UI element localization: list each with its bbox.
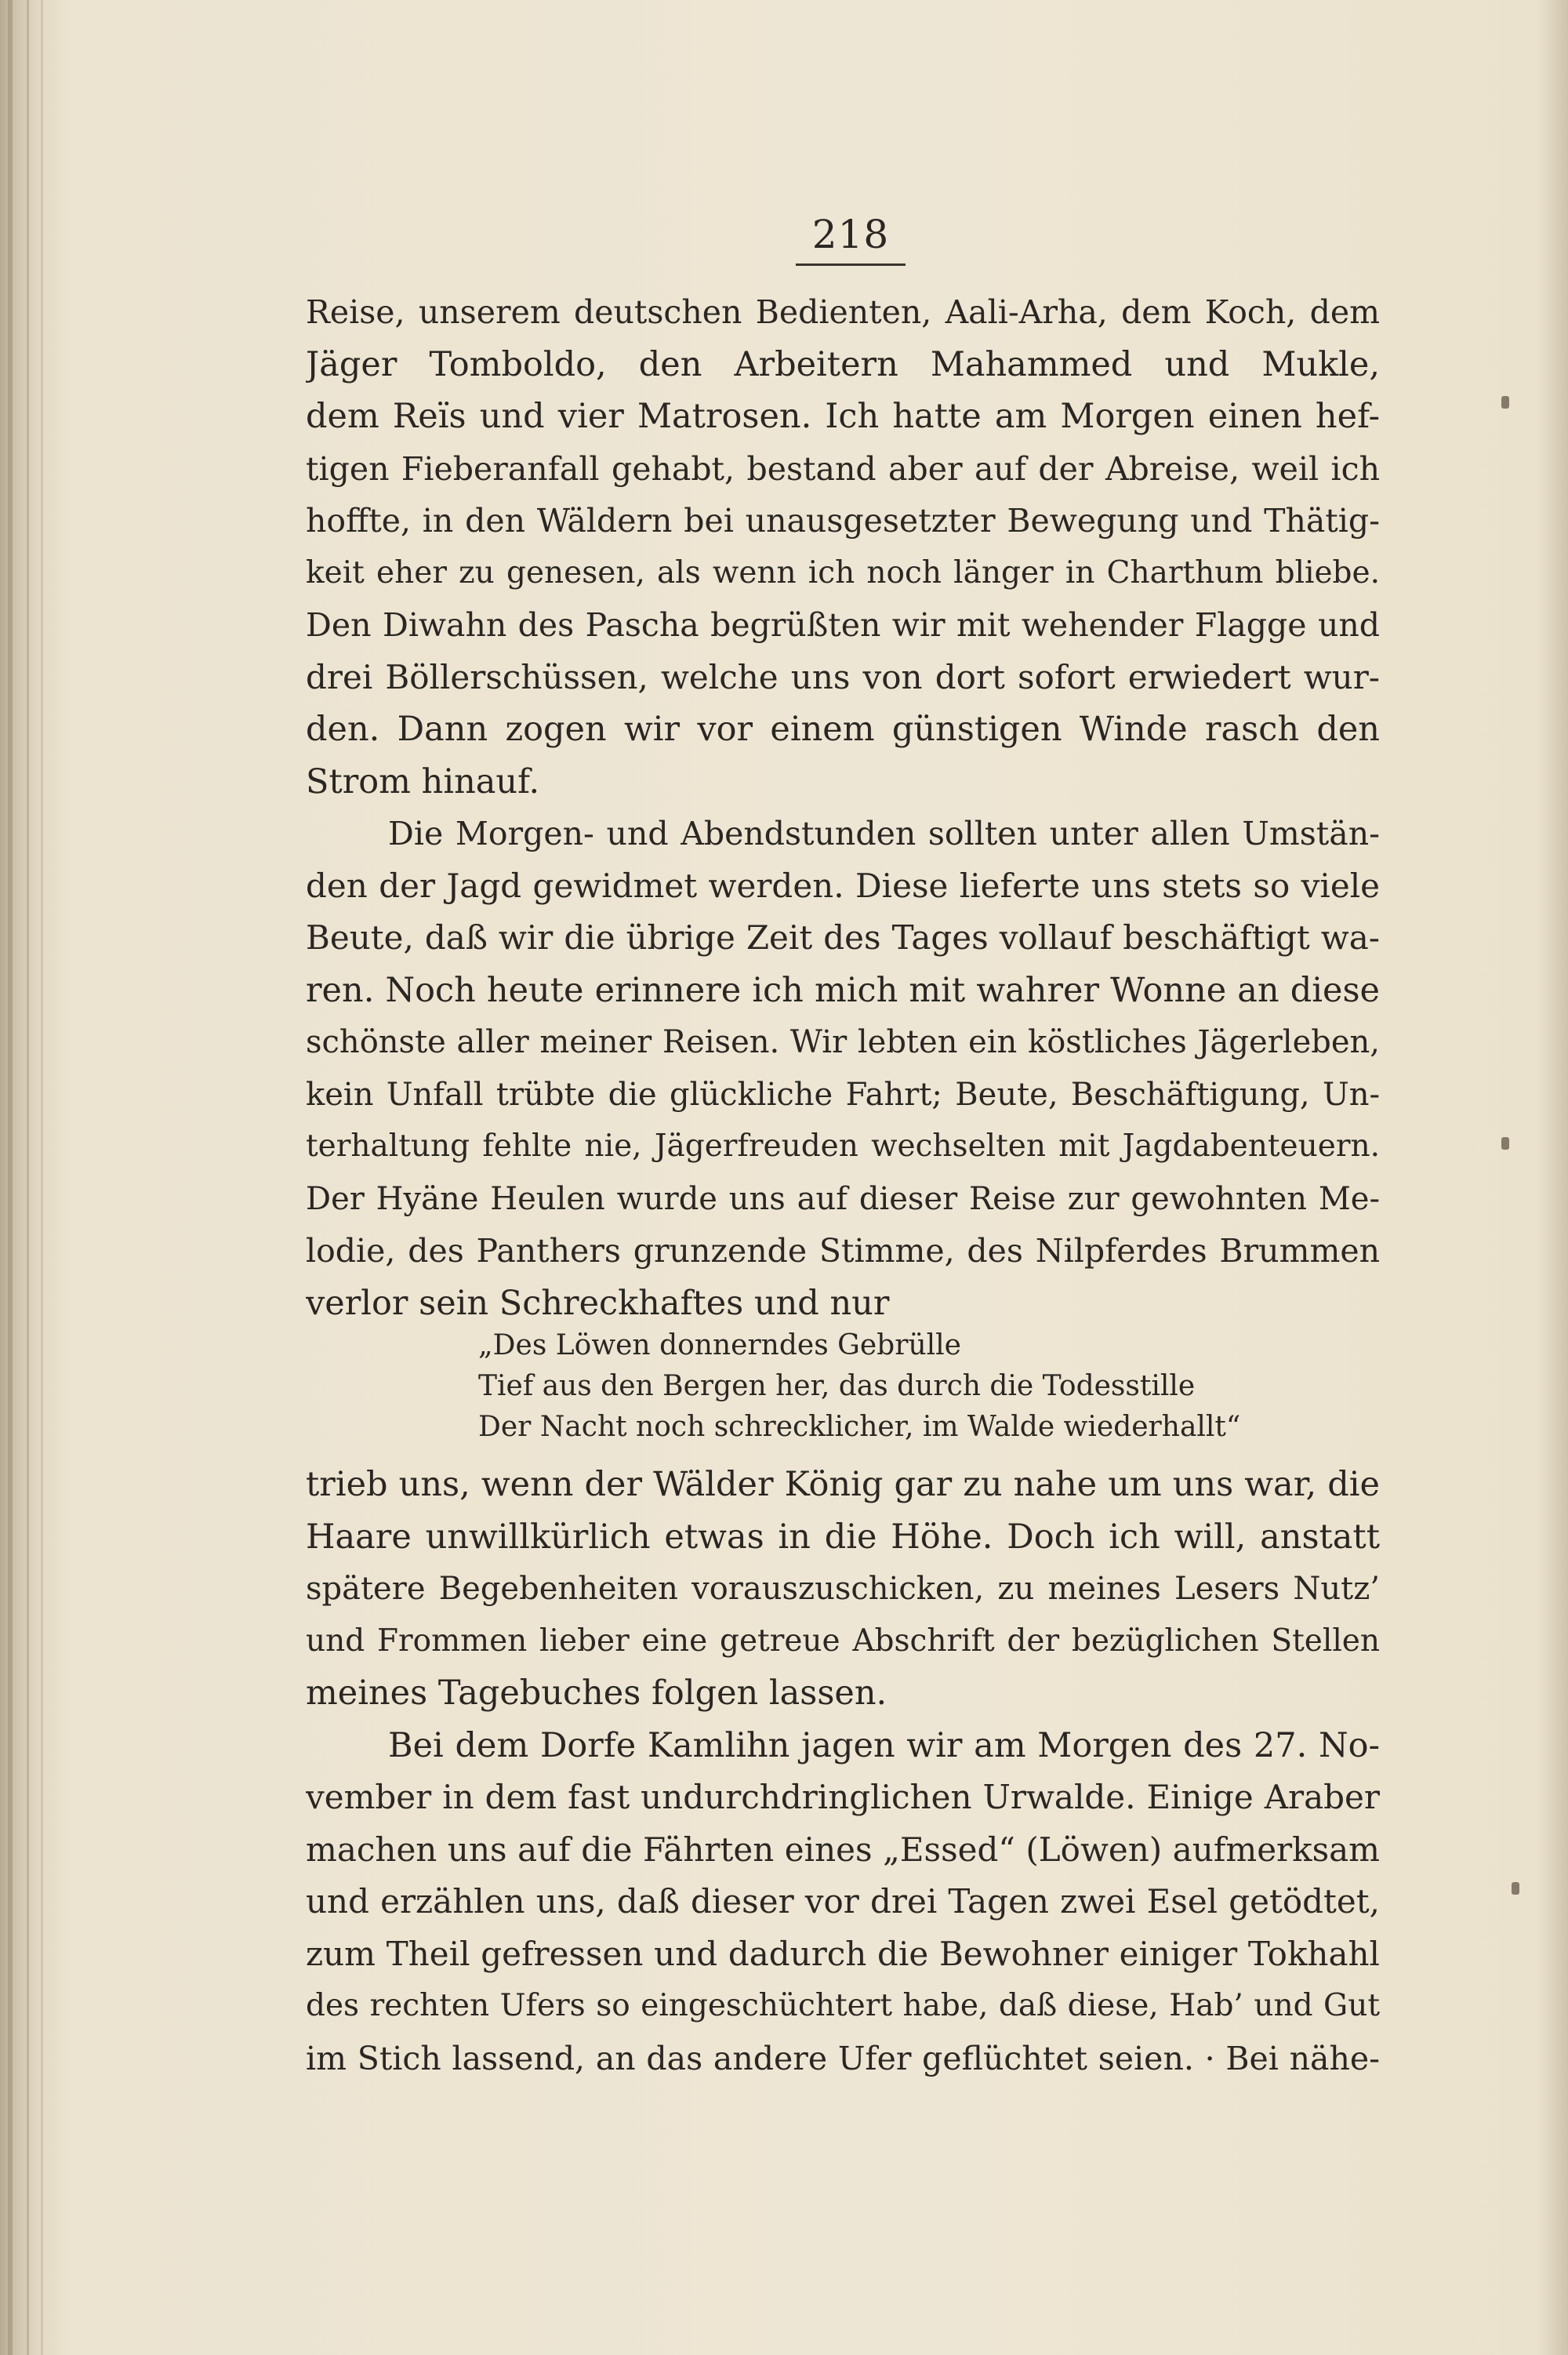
page-right-edge [1537, 0, 1568, 2355]
text-line: schönste aller meiner Reisen. Wir lebten ein köstliches Jägerleben, [306, 1024, 1380, 1060]
text-line: tigen Fieberanfall gehabt, bestand aber auf der Abreise, weil ich [306, 449, 1380, 488]
text-line: verlor sein Schreckhaftes und nur [306, 1283, 890, 1323]
text-line: meines Tagebuches folgen lassen. [306, 1674, 887, 1713]
verse-line: „Des Löwen donnerndes Gebrülle [478, 1329, 961, 1361]
text-line: Haare unwillkürlich etwas in die Höhe. Doch ich will, anstatt [306, 1517, 1380, 1557]
text-line: terhaltung fehlte nie, Jägerfreuden wechselten mit Jagdabenteuern. [306, 1128, 1380, 1164]
text-line: den der Jagd gewidmet werden. Diese lieferte uns stets so viele [306, 866, 1380, 905]
page-number-rule [796, 263, 906, 266]
page-number: 218 [811, 212, 890, 257]
text-line: Die Morgen- und Abendstunden sollten unter allen Umstän- [388, 815, 1380, 852]
text-line: und erzählen uns, daß dieser vor drei Tagen zwei Esel getödtet, [306, 1882, 1380, 1921]
text-line: trieb uns, wenn der Wälder König gar zu nahe um uns war, die [306, 1465, 1380, 1504]
upper-text-block [306, 286, 1380, 1329]
text-line: kein Unfall trübte die glückliche Fahrt; Beute, Beschäftigung, Un- [306, 1076, 1380, 1113]
verse-line: Tief aus den Bergen her, das durch die Todesstille [478, 1370, 1196, 1402]
text-line: lodie, des Panthers grunzende Stimme, des Nilpferdes Brummen [306, 1232, 1380, 1270]
text-line: Jäger Tomboldo, den Arbeitern Mahammed und Mukle, [306, 344, 1380, 384]
text-line: Beute, daß wir die übrige Zeit des Tages vollauf beschäftigt wa- [306, 918, 1380, 957]
text-line: Den Diwahn des Pascha begrüßten wir mit wehender Flagge und [306, 606, 1380, 644]
binding-edge-line [27, 0, 29, 2355]
paragraph [306, 808, 1380, 1329]
text-line: Der Hyäne Heulen wurde uns auf dieser Reise zur gewohnten Me- [306, 1180, 1380, 1217]
paragraph [306, 1459, 1380, 1720]
text-line: den. Dann zogen wir vor einem günstigen Winde rasch den [306, 710, 1380, 749]
binding-edge-line [41, 0, 43, 2355]
text-line: im Stich lassend, an das andere Ufer geflüchtet seien. · Bei nähe- [306, 2039, 1380, 2077]
text-line: des rechten Ufers so eingeschüchtert habe, daß diese, Hab’ und Gut [306, 1988, 1380, 2023]
lower-text-block [306, 1459, 1380, 2084]
text-line: zum Theil gefressen und dadurch die Bewohner einiger Tokhahl [306, 1934, 1380, 1973]
margin-speck [1501, 1137, 1509, 1150]
text-line: vember in dem fast undurchdringlichen Urwalde. Einige Araber [306, 1778, 1380, 1816]
text-line: Strom hinauf. [306, 761, 540, 801]
text-line: Reise, unserem deutschen Bedienten, Aali-Arha, dem Koch, dem [306, 293, 1380, 331]
text-line: keit eher zu genesen, als wenn ich noch länger in Charthum bliebe. [306, 554, 1380, 591]
text-line: Bei dem Dorfe Kamlihn jagen wir am Morgen des 27. No- [388, 1725, 1380, 1765]
text-line: spätere Begebenheiten vorauszuschicken, zu meines Lesers Nutz’ [306, 1571, 1380, 1607]
text-line: hoffte, in den Wäldern bei unausgesetzter Bewegung und Thätig- [306, 502, 1380, 540]
text-line: und Frommen lieber eine getreue Abschrift der bezüglichen Stellen [306, 1623, 1380, 1659]
binding-edge [8, 0, 13, 2355]
verse-line: Der Nacht noch schrecklicher, im Walde wiederhallt“ [478, 1411, 1241, 1443]
quoted-verse [478, 1325, 1341, 1448]
text-line: ren. Noch heute erinnere ich mich mit wahrer Wonne an diese [306, 970, 1380, 1010]
margin-speck [1512, 1882, 1519, 1895]
text-line: drei Böllerschüssen, welche uns von dort sofort erwiedert wur- [306, 657, 1380, 696]
text-line: dem Reïs und vier Matrosen. Ich hatte am Morgen einen hef- [306, 397, 1380, 436]
paragraph [306, 286, 1380, 808]
text-line: machen uns auf die Fährten eines „Essed“ (Löwen) aufmerksam [306, 1830, 1380, 1869]
margin-speck [1501, 396, 1509, 409]
paragraph [306, 1720, 1380, 2085]
